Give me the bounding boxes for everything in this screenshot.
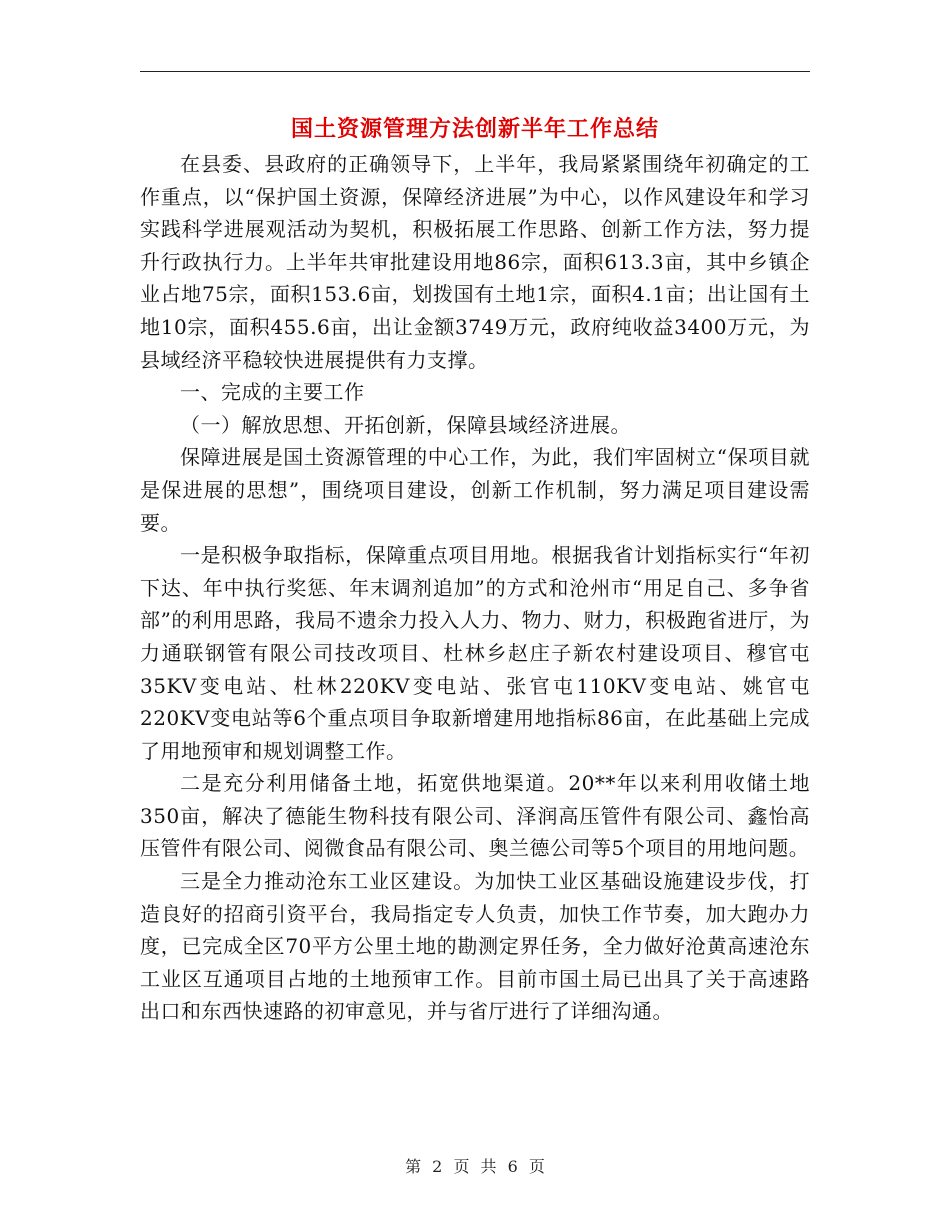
section-heading: 一、完成的主要工作	[180, 380, 365, 405]
subsection-heading: （一）解放思想、开拓创新，保障县域经济进展。	[180, 412, 631, 437]
header-rule	[140, 71, 810, 72]
document-title: 国土资源管理方法创新半年工作总结	[290, 116, 659, 142]
page-number: 第 2 页 共 6 页	[405, 1157, 545, 1176]
paragraph: 保障进展是国土资源管理的中心工作，为此，我们牢固树立“保项目就是保进展的思想”，围绕项目建设，创新工作机制，努力满足项目建设需要。	[140, 445, 810, 535]
paragraph: 三是全力推动沧东工业区建设。为加快工业区基础设施建设步伐，打造良好的招商引资平台，我局指定专人负责，加快工作节奏，加大跑办力度，已完成全区70平方公里土地的勘测定界任务，全力做好沧黄高速沧东工业区互通项目占地的土地预审工作。目前市国土局已出具了关于高速路出口和东西快速路的初审意见，并与省厅进行了详细沟通。	[140, 869, 810, 1024]
paragraph-intro: 在县委、县政府的正确领导下，上半年，我局紧紧围绕年初确定的工作重点，以“保护国土资源，保障经济进展”为中心，以作风建设年和学习实践科学进展观活动为契机，积极拓展工作思路、创新工作方法，努力提升行政执行力。上半年共审批建设用地86宗，面积613.3亩，其中乡镇企业占地75宗，面积153.6亩，划拨国有土地1宗，面积4.1亩；出让国有土地10宗，面积455.6亩，出让金额3749万元，政府纯收益3400万元，为县域经济平稳较快进展提供有力支撑。	[140, 152, 810, 372]
document-body	[140, 148, 810, 1028]
paragraph: 一是积极争取指标，保障重点项目用地。根据我省计划指标实行“年初下达、年中执行奖惩、年末调剂追加”的方式和沧州市“用足自己、多争省部”的利用思路，我局不遗余力投入人力、物力、财力，积极跑省进厅，为力通联钢管有限公司技改项目、杜林乡赵庄子新农村建设项目、穆官屯35KV变电站、杜林220KV变电站、张官屯110KV变电站、姚官屯220KV变电站等6个重点项目争取新增建用地指标86亩，在此基础上完成了用地预审和规划调整工作。	[140, 543, 810, 763]
paragraph: 二是充分利用储备土地，拓宽供地渠道。20**年以来利用收储土地350亩，解决了德能生物科技有限公司、泽润高压管件有限公司、鑫怡高压管件有限公司、阅微食品有限公司、奥兰德公司等5个项目的用地问题。	[140, 771, 810, 861]
